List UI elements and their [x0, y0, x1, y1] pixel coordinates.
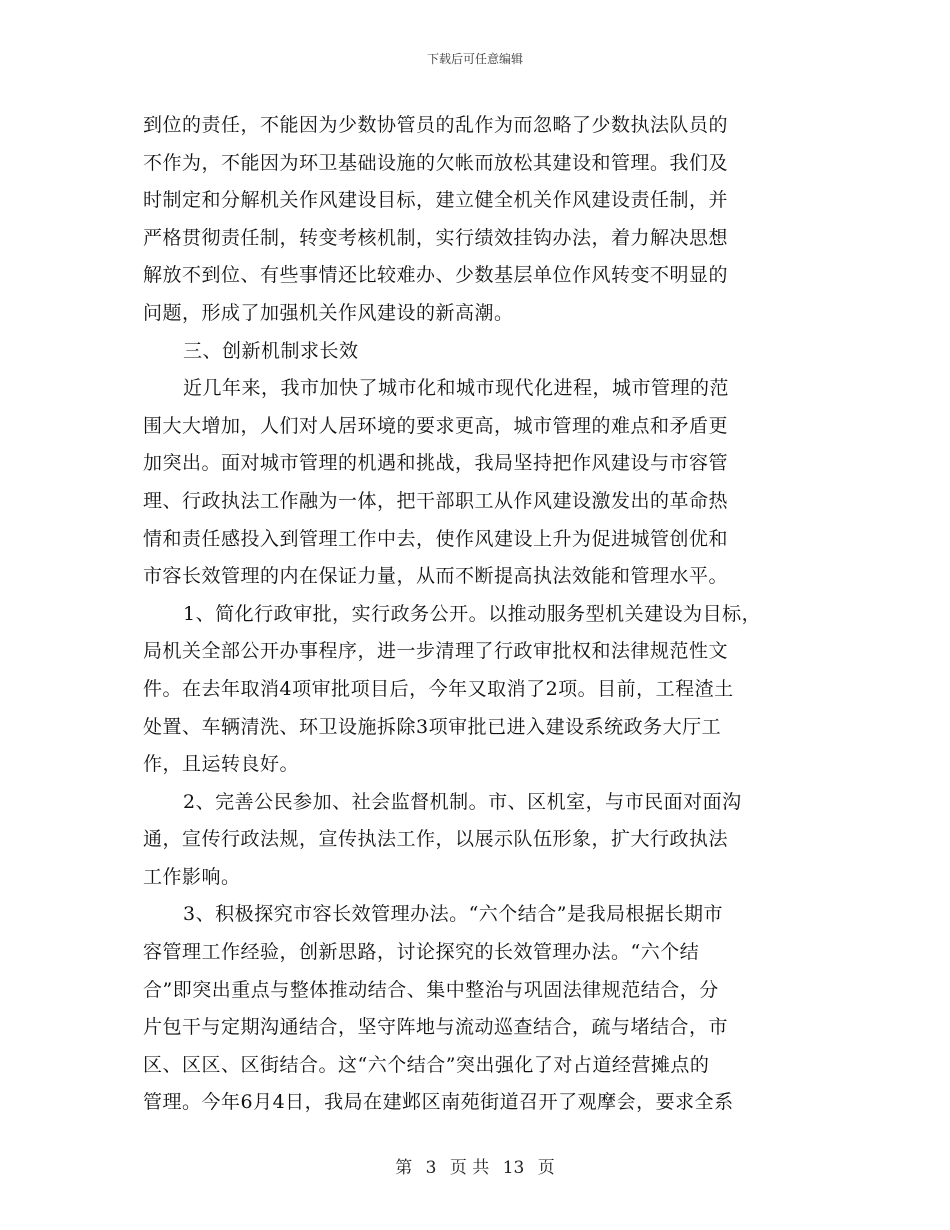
text-line: 理、行政执法工作融为一体，把干部职工从作风建设激发出的革命热	[143, 489, 729, 512]
text-line: 严格贯彻责任制，转变考核机制，实行绩效挂钩办法，着力解决思想	[143, 226, 729, 249]
text-line: 件。在去年取消4项审批项目后，今年又取消了2项。目前，工程渣土	[143, 677, 734, 700]
text-line: 市容长效管理的内在保证力量，从而不断提高执法效能和管理水平。	[143, 565, 729, 588]
total-pages-number: 13	[502, 1158, 525, 1178]
text-line: 局机关全部公开办事程序，进一步清理了行政审批权和法律规范性文	[143, 640, 729, 663]
current-page-number: 3	[425, 1158, 437, 1178]
footer-middle: 页 共	[449, 1158, 490, 1178]
footer-suffix: 页	[537, 1158, 555, 1178]
text-line: 到位的责任，不能因为少数协管员的乱作为而忽略了少数执法队员的	[143, 114, 729, 136]
text-line: 围大大增加，人们对人居环境的要求更高，城市管理的难点和矛盾更	[143, 414, 729, 437]
text-line: 不作为，不能因为环卫基础设施的欠帐而放松其建设和管理。我们及	[143, 151, 729, 174]
text-line: 问题，形成了加强机关作风建设的新高潮。	[143, 301, 514, 324]
document-body	[143, 107, 811, 1122]
text-line: 区、区区、区街结合。这“六个结合”突出强化了对占道经营摊点的	[143, 1053, 710, 1076]
text-line: 情和责任感投入到管理工作中去，使作风建设上升为促进城管创优和	[143, 527, 729, 550]
text-line: 通，宣传行政法规，宣传执法工作，以展示队伍形象，扩大行政执法	[143, 828, 729, 851]
text-line: 加突出。面对城市管理的机遇和挑战，我局坚持把作风建设与市容管	[143, 452, 729, 475]
page-header: 下载后可任意编辑	[426, 52, 523, 66]
text-line: 解放不到位、有些事情还比较难办、少数基层单位作风转变不明显的	[143, 264, 729, 287]
text-line: 合”即突出重点与整体推动结合、集中整治与巩固法律规范结合，分	[143, 978, 719, 1001]
footer-prefix: 第	[395, 1158, 413, 1178]
text-line: 3、积极探究市容长效管理办法。“六个结合”是我局根据长期市	[183, 903, 724, 926]
text-line: 工作影响。	[143, 865, 241, 888]
text-line: 2、完善公民参加、社会监督机制。市、区机室，与市民面对面沟	[183, 790, 742, 813]
section-heading: 三、创新机制求长效	[183, 339, 359, 362]
text-line: 处置、车辆清洗、环卫设施拆除3项审批已进入建设系统政务大厅工	[143, 715, 722, 738]
text-line: 作，且运转良好。	[143, 753, 300, 776]
text-line: 近几年来，我市加快了城市化和城市现代化进程，城市管理的范	[183, 377, 730, 400]
text-line: 片包干与定期沟通结合，坚守阵地与流动巡查结合，疏与堵结合，市	[143, 1016, 729, 1039]
text-line: 容管理工作经验，创新思路，讨论探究的长效管理办法。“六个结	[143, 941, 700, 964]
text-line: 时制定和分解机关作风建设目标，建立健全机关作风建设责任制，并	[143, 189, 729, 212]
text-line: 管理。今年6月4日，我局在建邺区南苑街道召开了观摩会，要求全系	[143, 1091, 734, 1114]
text-line: 1、简化行政审批，实行政务公开。以推动服务型机关建设为目标，	[183, 602, 762, 625]
page-footer	[0, 1153, 950, 1178]
